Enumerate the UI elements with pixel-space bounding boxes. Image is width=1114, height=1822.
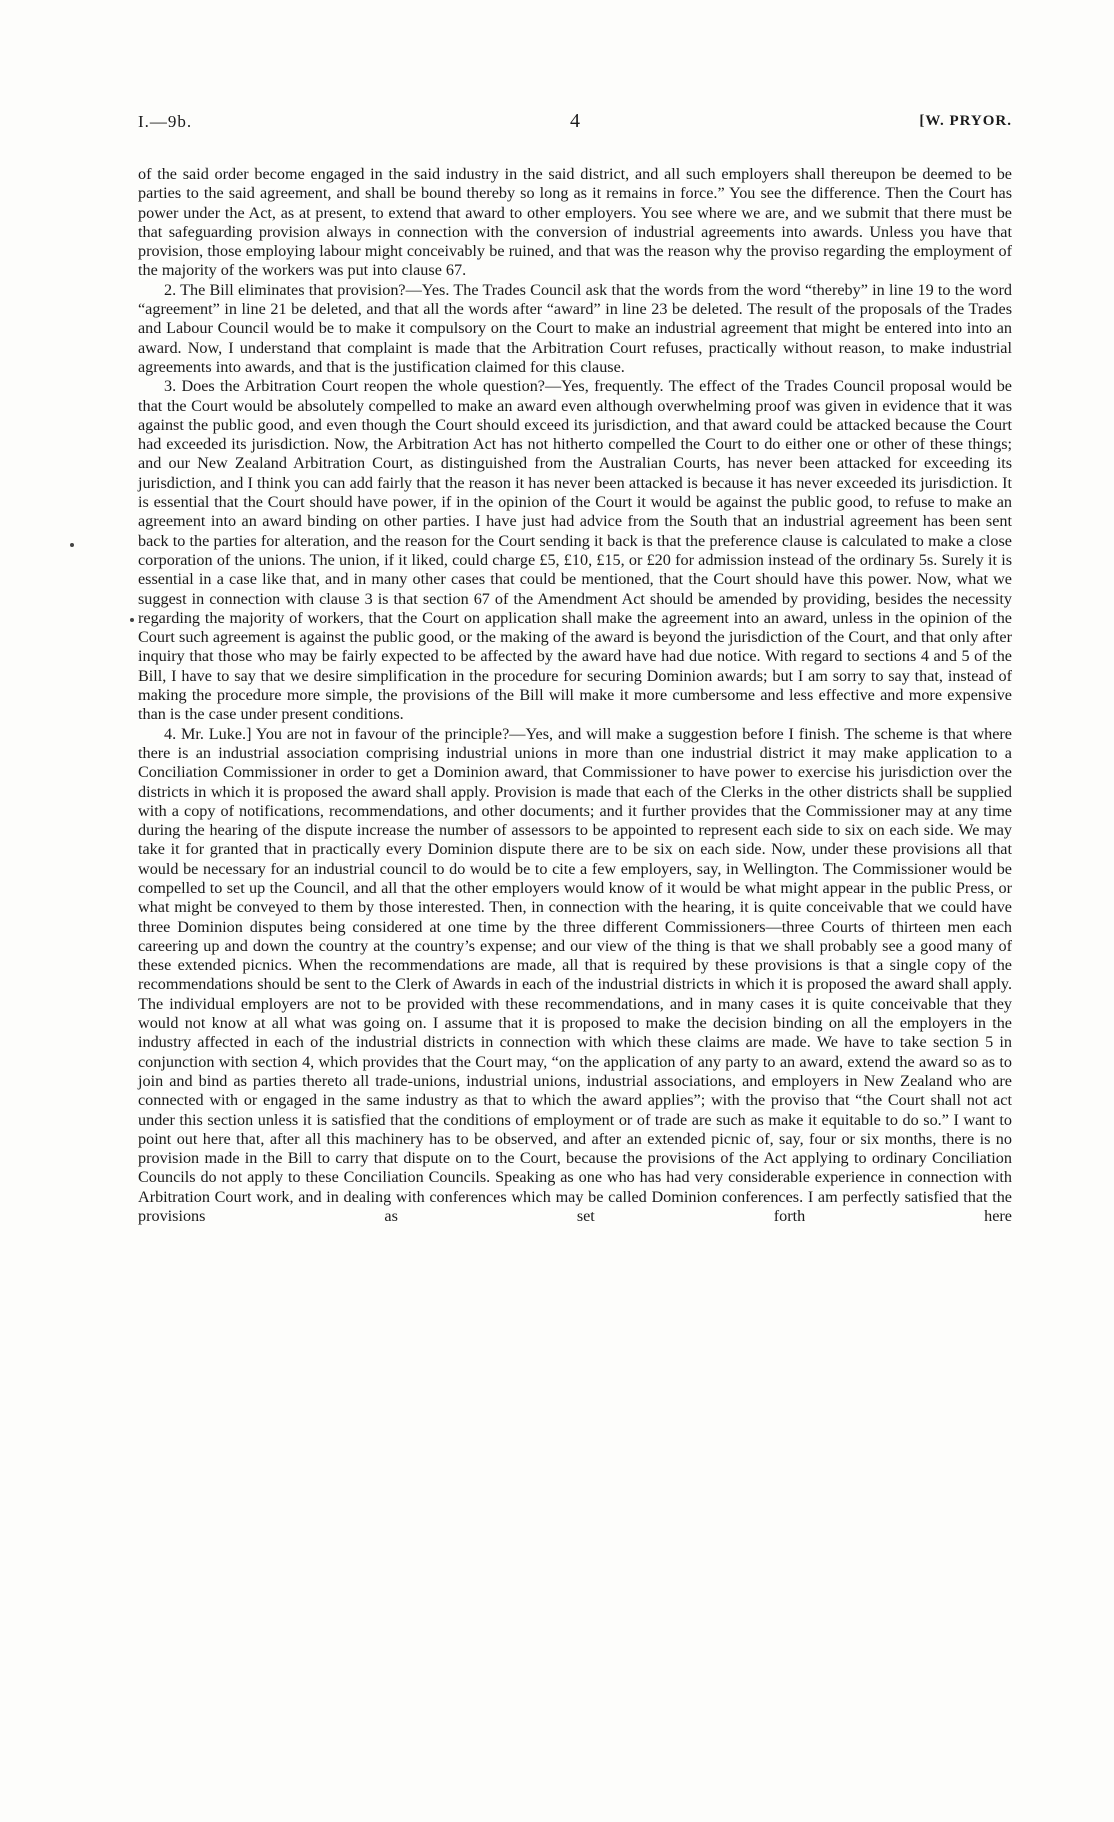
witness-name: [W. PRYOR. [919, 113, 1012, 129]
body-text [138, 165, 1012, 1226]
page-header [138, 110, 1012, 138]
paper-reference: I.—9b. [138, 112, 193, 131]
paragraph-question-2: 2. The Bill eliminates that provision?—Yes. The Trades Council ask that the words from the word “thereby” in line 19 to the word “agreement” in line 21 be deleted, and that all the words after “award” in line 23 be deleted. The result of the proposals of the Trades and Labour Council would be to make it compulsory on the Court to make an industrial agreement that might be entered into into an award. Now, I understand that complaint is made that the Arbitration Court refuses, practically without reason, to make industrial agreements into awards, and that is the justification claimed for this clause. [138, 280, 1012, 376]
page-number: 4 [570, 110, 580, 132]
paragraph-continuation: of the said order become engaged in the said industry in the said district, and all such employers shall thereupon be deemed to be parties to the said agreement, and shall be bound thereby so long as it remains in force.” You see the difference. Then the Court has power under the Act, as at present, to extend that award to other employers. You see where we are, and we submit that there must be that safeguarding provision always in connection with the conversion of industrial agreements into awards. Unless you have that provision, those employing labour might conceivably be ruined, and that was the reason why the proviso regarding the employment of the majority of the workers was put into clause 67. [138, 165, 1012, 280]
scan-mark [70, 543, 74, 547]
scan-mark [130, 618, 134, 622]
paragraph-question-4: 4. Mr. Luke.] You are not in favour of the principle?—Yes, and will make a suggestion before I finish. The scheme is that where there is an industrial association comprising industrial unions in more than one industrial district it may make application to a Conciliation Commissioner in order to get a Dominion award, that Commissioner to have power to exercise his jurisdiction over the districts in which it is proposed the award shall apply. Provision is made that each of the Clerks in the other districts shall be supplied with a copy of notifications, recommendations, and other documents; and it further provides that the Commissioner may at any time during the hearing of the dispute increase the number of assessors to be appointed to represent each side to six on each side. We may take it for granted that in practically every Dominion dispute there are to be six on each side. Now, under these provisions all that would be necessary for an industrial council to do would be to cite a few employers, say, in Wellington. The Commissioner would be compelled to set up the Council, and all that the other employers would know of it would be what might appear in the public Press, or what might be conveyed to them by those interested. Then, in connection with the hearing, it is quite conceivable that we could have three Dominion disputes being considered at one time by the three different Commissioners—three Courts of thirteen men each careering up and down the country at the country’s expense; and our view of the thing is that we shall probably see a good many of these extended picnics. When the recommendations are made, all that is required by these provisions is that a single copy of the recommendations should be sent to the Clerk of Awards in each of the industrial districts in which it is proposed the award shall apply. The individual employers are not to be provided with these recommendations, and in many cases it is quite conceivable that they would not know at all what was going on. I assume that it is proposed to make the decision binding on all the employers in the industry affected in each of the industrial districts in connection with which these claims are made. We have to take section 5 in conjunction with section 4, which provides that the Court may, “on the application of any party to an award, extend the award so as to join and bind as parties thereto all trade-unions, industrial unions, industrial associations, and employers in New Zealand who are connected with or engaged in the same industry as that to which the award applies”; with the proviso that “the Court shall not act under this section unless it is satisfied that the conditions of employment or of trade are such as make it equitable to do so.” I want to point out here that, after all this machinery has to be observed, and after an extended picnic of, say, four or six months, there is no provision made in the Bill to carry that dispute on to the Court, because the provisions of the Act applying to ordinary Conciliation Councils do not apply to these Conciliation Councils. Speaking as one who has had very considerable experience in connection with Arbitration Court work, and in dealing with conferences which may be called Dominion conferences. I am perfectly satisfied that the provisions as set forth here [138, 724, 1012, 1226]
paragraph-question-3: 3. Does the Arbitration Court reopen the whole question?—Yes, frequently. The effect of the Trades Council proposal would be that the Court would be absolutely compelled to make an award even although overwhelming proof was given in evidence that it was against the public good, and even though the Court should exceed its jurisdiction, and that award could be attacked because the Court had exceeded its jurisdiction. Now, the Arbitration Act has not hitherto compelled the Court to do either one or other of these things; and our New Zealand Arbitration Court, as distinguished from the Australian Courts, has never been attacked for exceeding its jurisdiction, and I think you can add fairly that the reason it has never been attacked is because it has never exceeded its jurisdiction. It is essential that the Court should have power, if in the opinion of the Court it would be against the public good, to refuse to make an agreement into an award binding on other parties. I have just had advice from the South that an industrial agreement has been sent back to the parties for alteration, and the reason for the Court sending it back is that the preference clause is calculated to make a close corporation of the unions. The union, if it liked, could charge £5, £10, £15, or £20 for admission instead of the ordinary 5s. Surely it is essential in a case like that, and in many other cases that could be mentioned, that the Court should have this power. Now, what we suggest in connection with clause 3 is that section 67 of the Amendment Act should be amended by providing, besides the necessity regarding the majority of workers, that the Court on application shall make the agreement into an award, unless in the opinion of the Court such agreement is against the public good, or the making of the award is beyond the jurisdiction of the Court, and that only after inquiry that those who may be fairly expected to be affected by the award have had due notice. With regard to sections 4 and 5 of the Bill, I have to say that we desire simplification in the procedure for securing Dominion awards; but I am sorry to say that, instead of making the procedure more simple, the provisions of the Bill will make it more cumbersome and less effective and more expensive than is the case under present conditions. [138, 377, 1012, 724]
